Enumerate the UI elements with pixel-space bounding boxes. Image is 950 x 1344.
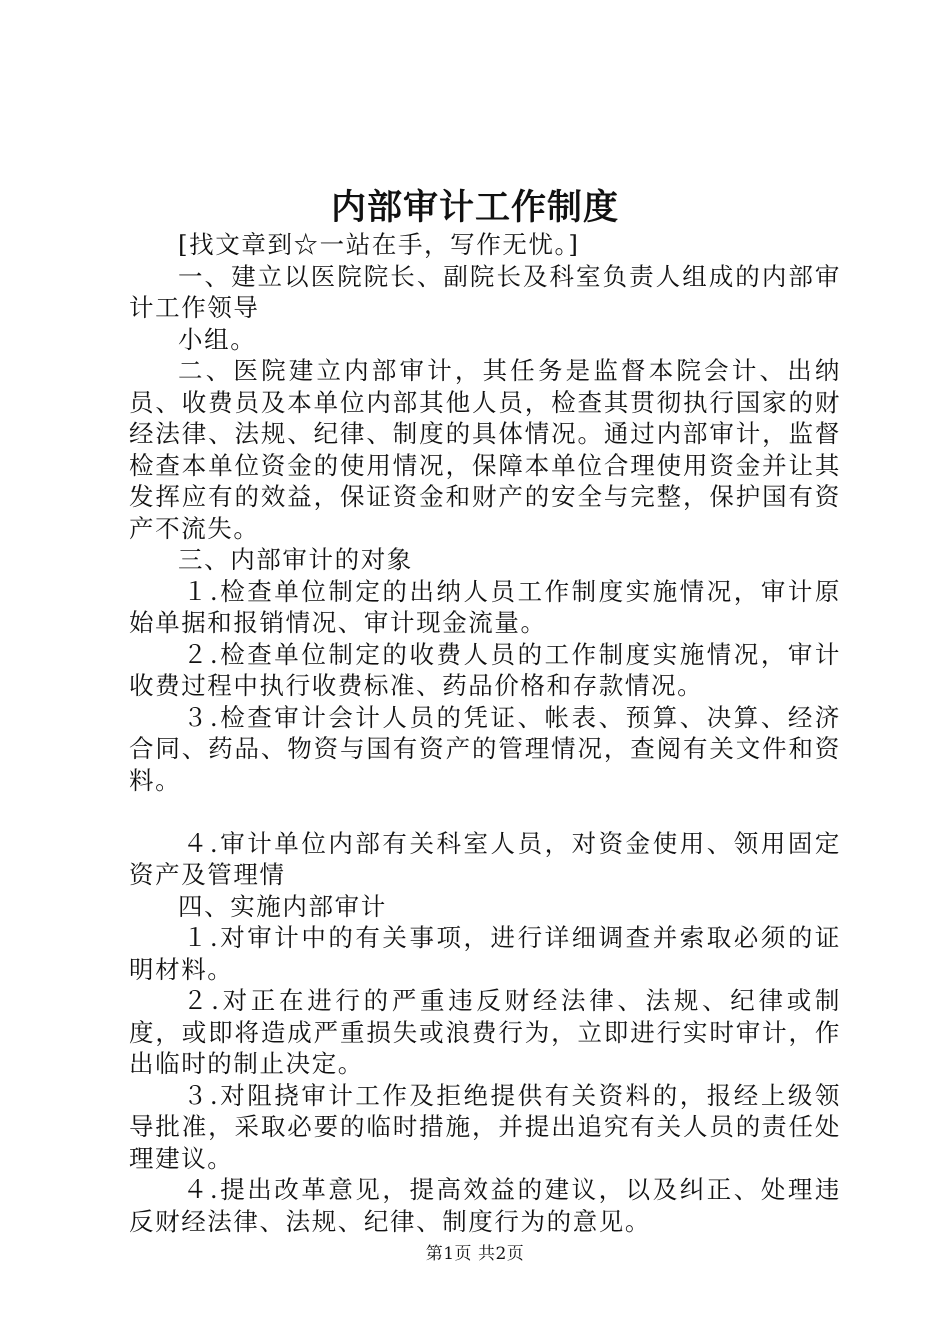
page-number-footer: 第1页 共2页 — [425, 1244, 525, 1264]
paragraph-intro: [找文章到☆一站在手，写作无忧。] — [178, 230, 580, 259]
paragraph-section-2: 二、医院建立内部审计，其任务是监督本院会计、出纳员、收费员及本单位内部其他人员，检查其贯彻执行国家的财经法律、法规、纪律、制度的具体情况。通过内部审计，监督检查本单位资金的使用情况，保障本单位合理使用资金并让其发挥应有的效益，保证资金和财产的安全与完整，保护国有资产不流失。 — [129, 356, 841, 543]
paragraph-section-4-heading: 四、实施内部审计 — [178, 891, 387, 921]
paragraph-section-1-cont: 小组。 — [178, 324, 257, 354]
paragraph-item-4-4: ４.提出改革意见，提高效益的建议，以及纠正、处理违反财经法律、法规、纪律、制度行为的意见。 — [129, 1175, 841, 1236]
paragraph-item-4-1: １.对审计中的有关事项，进行详细调查并索取必须的证明材料。 — [129, 923, 841, 984]
paragraph-item-3-3: ３.检查审计会计人员的凭证、帐表、预算、决算、经济合同、药品、物资与国有资产的管理情况，查阅有关文件和资料。 — [129, 702, 841, 795]
paragraph-item-4-3: ３.对阻挠审计工作及拒绝提供有关资料的，报经上级领导批准，采取必要的临时措施，并提出追究有关人员的责任处理建议。 — [129, 1080, 841, 1173]
paragraph-section-1: 一、建立以医院院长、副院长及科室负责人组成的内部审计工作领导 — [129, 261, 841, 322]
paragraph-spacer — [129, 796, 841, 828]
paragraph-item-3-1: １.检查单位制定的出纳人员工作制度实施情况，审计原始单据和报销情况、审计现金流量。 — [129, 576, 841, 637]
paragraph-item-4-2: ２.对正在进行的严重违反财经法律、法规、纪律或制度，或即将造成严重损失或浪费行为，立即进行实时审计，作出临时的制止决定。 — [129, 986, 841, 1078]
document-title: 内部审计工作制度 — [330, 187, 619, 228]
paragraph-item-3-4: ４.审计单位内部有关科室人员，对资金使用、领用固定资产及管理情 — [129, 828, 841, 889]
paragraph-section-3-heading: 三、内部审计的对象 — [178, 545, 413, 574]
paragraph-item-3-2: ２.检查单位制定的收费人员的工作制度实施情况，审计收费过程中执行收费标准、药品价格和存款情况。 — [129, 639, 841, 700]
document-body — [129, 229, 841, 1237]
